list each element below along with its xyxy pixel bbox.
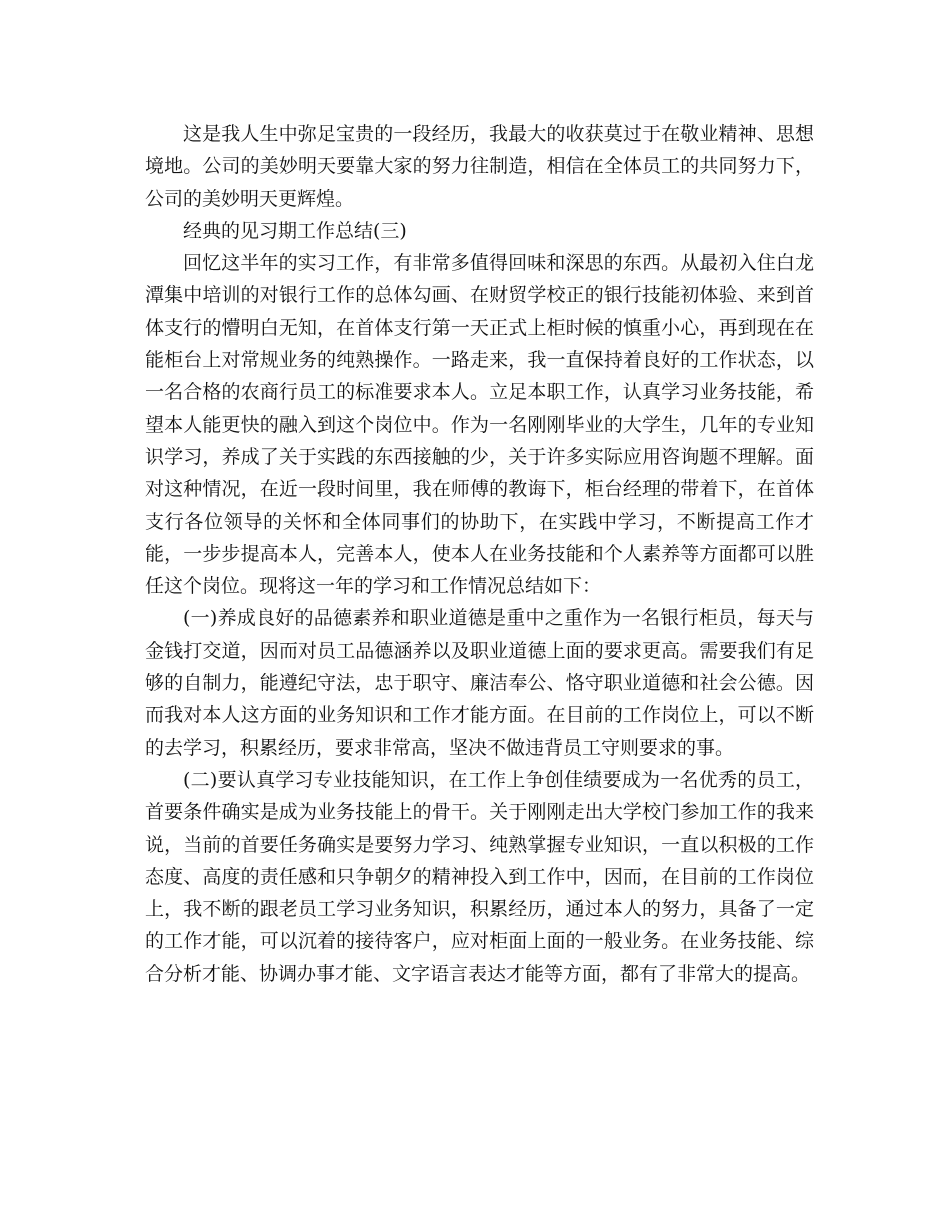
paragraph-review: 回忆这半年的实习工作，有非常多值得回味和深思的东西。从最初入住白龙潭集中培训的对银行工作的总体勾画、在财贸学校正的银行技能初体验、来到首体支行的懵明白无知，在首体支行第一天正式上柜时候的慎重小心，再到现在在能柜台上对常规业务的纯熟操作。一路走来，我一直保持着良好的工作状态，以一名合格的农商行员工的标准要求本人。立足本职工作，认真学习业务技能，希望本人能更快的融入到这个岗位中。作为一名刚刚毕业的大学生，几年的专业知识学习，养成了关于实践的东西接触的少，关于许多实际应用咨询题不理解。面对这种情况，在近一段时间里，我在师傅的教诲下，柜台经理的带着下，在首体支行各位领导的关怀和全体同事们的协助下，在实践中学习，不断提高工作才能，一步步提高本人，完善本人，使本人在业务技能和个人素养等方面都可以胜任这个岗位。现将这一年的学习和工作情况总结如下： [145, 252, 814, 598]
paragraph-skills: (二)要认真学习专业技能知识，在工作上争创佳绩要成为一名优秀的员工，首要条件确实是成为业务技能上的骨干。关于刚刚走出大学校门参加工作的我来说，当前的首要任务确实是要努力学习、纯熟掌握专业知识，一直以积极的工作态度、高度的责任感和只争朝夕的精神投入到工作中，因而，在目前的工作岗位上，我不断的跟老员工学习业务知识，积累经历，通过本人的努力，具备了一定的工作才能，可以沉着的接待客户，应对柜面上面的一般业务。在业务技能、综合分析才能、协调办事才能、文字语言表达才能等方面，都有了非常大的提高。 [145, 768, 814, 985]
section-heading: 经典的见习期工作总结(三) [183, 219, 407, 242]
paragraph-closing: 这是我人生中弥足宝贵的一段经历，我最大的收获莫过于在敬业精神、思想境地。公司的美妙明天要靠大家的努力往制造，相信在全体员工的共同努力下，公司的美妙明天更辉煌。 [145, 123, 814, 210]
paragraph-ethics: (一)养成良好的品德素养和职业道德是重中之重作为一名银行柜员，每天与金钱打交道，因而对员工品德涵养以及职业道德上面的要求更高。需要我们有足够的自制力，能遵纪守法，忠于职守、廉洁奉公、恪守职业道德和社会公德。因而我对本人这方面的业务知识和工作才能方面。在目前的工作岗位上，可以不断的去学习，积累经历，要求非常高，坚决不做违背员工守则要求的事。 [145, 607, 814, 759]
